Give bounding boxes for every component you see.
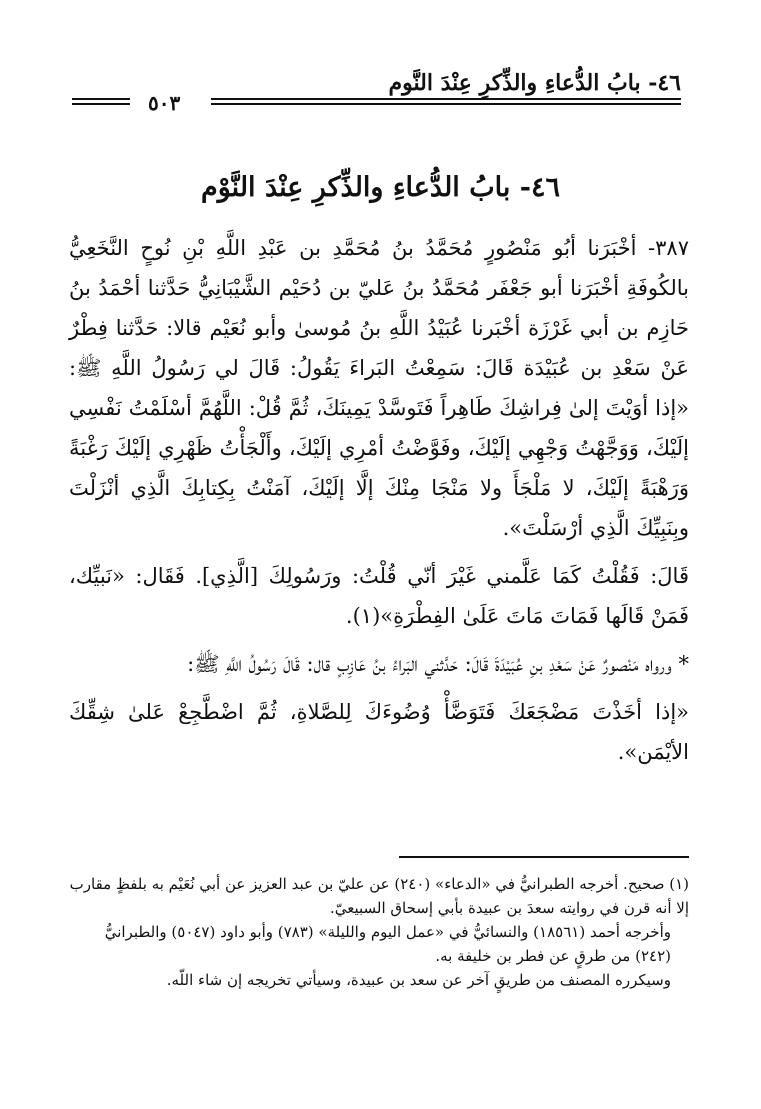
hadith-paragraph-second-chain: * ورواه مَنْصورٌ عَنْ سَعْدِ بنِ عُبَيْدَةَ قَالَ: حَدَّثني البَراءُ بنُ عَازِبٍ قال: قَالَ رَسُولُ اللَّهِ ﷺ: xyxy=(187,652,689,676)
hadith-body xyxy=(69,228,689,780)
page-number-double-rule xyxy=(72,98,130,105)
header-double-rule xyxy=(211,98,681,105)
footnote-separator xyxy=(399,856,689,858)
hadith-paragraph-narrator-note: قَالَ: فَقُلْتُ كَمَا عَلَّمني غَيْرَ أنّي قُلْتُ: ورَسُولِكَ [الَّذِي]. فَقَال: «نَبيِّك، فَمَنْ قَالَها فَمَاتَ مَاتَ عَلَىٰ الفِطْرَةِ»(١). xyxy=(69,564,689,628)
running-title: ٤٦- بابُ الدُّعاءِ والذِّكرِ عِنْدَ النَّوم xyxy=(388,70,681,96)
page-number: ٥٠٣ xyxy=(148,91,181,115)
footnote-1-continuation: وأخرجه أحمد (١٨٥٦١) والنسائيُّ في «عمل اليوم والليلة» (٧٨٣) وأبو داود (٥٠٤٧) والطبرانيُّ (٢٤٢) من طرقٍ عن فطر بن خليفة به. xyxy=(104,923,671,965)
hadith-paragraph-second-text: «إذا أخَذْتَ مَضْجَعَكَ فَتَوَضَّأْ وُضُوءَكَ لِلصَّلاةِ، ثُمَّ اضْطَّجِعْ عَلىٰ شِقِّكَ الأيْمَن». xyxy=(69,700,689,764)
hadith-paragraph-isnad: ٣٨٧- أخْبَرَنا أبُو مَنْصُورٍ مُحَمَّدُ بنُ مُحَمَّدِ بن عَبْدِ اللَّهِ بْنِ نُوحٍ النَّخَعِيُّ بالكُوفَةِ أخْبَرَنا أبو جَعْفَر مُحَمَّدُ بنُ عَليّ بن دُحَيْم الشَّيْبَانِيُّ حَدَّثنا أحْمَدُ بنُ حَازِم بن أبي غَرْزَة أخْبَرنا عُبَيْدُ اللَّهِ بنُ مُوسىٰ وأبو نُعَيْم قالا: حَدَّثنا فِطْرٌ عَنْ سَعْدِ بن عُبَيْدَة قَالَ: سَمِعْتُ البَراءَ يَقُولُ: قَالَ لي رَسُولُ اللَّهِ ﷺ: «إذا أوَيْتَ إلىٰ فِراشِكَ طَاهِراً فَتَوسَّدْ يَمِينَكَ، ثُمَّ قُلْ: اللَّهُمَّ أسْلَمْتُ نَفْسِي إلَيْكَ، وَوَجَّهْتُ وَجْهِي إلَيْكَ، وفَوَّضْتُ أمْرِي إلَيْكَ، وأَلْجَأْتُ ظَهْرِي إلَيْكَ رَغْبَةً وَرَهْبَةً إلَيْكَ، لا مَلْجَأَ ولا مَنْجَا مِنْكَ إلَّا إلَيْكَ، آمَنْتُ بِكِتابِكَ الَّذِي أنْزَلْتَ وبِنَبِيِّكَ الَّذِي أرْسَلْتَ». xyxy=(69,236,689,540)
footnote-1: (١) صحيح. أخرجه الطبرانيُّ في «الدعاء» (٢٤٠) عن عليّ بن عبد العزيز عن أبي نُعَيْم به بلفظٍ مقارب إلا أنه قرن في روايته سعدَ بن عبيدة بأبي إسحاق السبيعيّ. xyxy=(69,875,689,917)
footnote-1-final: وسيكرره المصنف من طريقٍ آخر عن سعد بن عبيدة، وسيأتي تخريجه إن شاء اللّه. xyxy=(166,971,671,989)
chapter-heading: ٤٦- بابُ الدُّعاءِ والذِّكرِ عِنْدَ النَّوْم xyxy=(201,172,560,203)
footnotes xyxy=(69,872,689,992)
